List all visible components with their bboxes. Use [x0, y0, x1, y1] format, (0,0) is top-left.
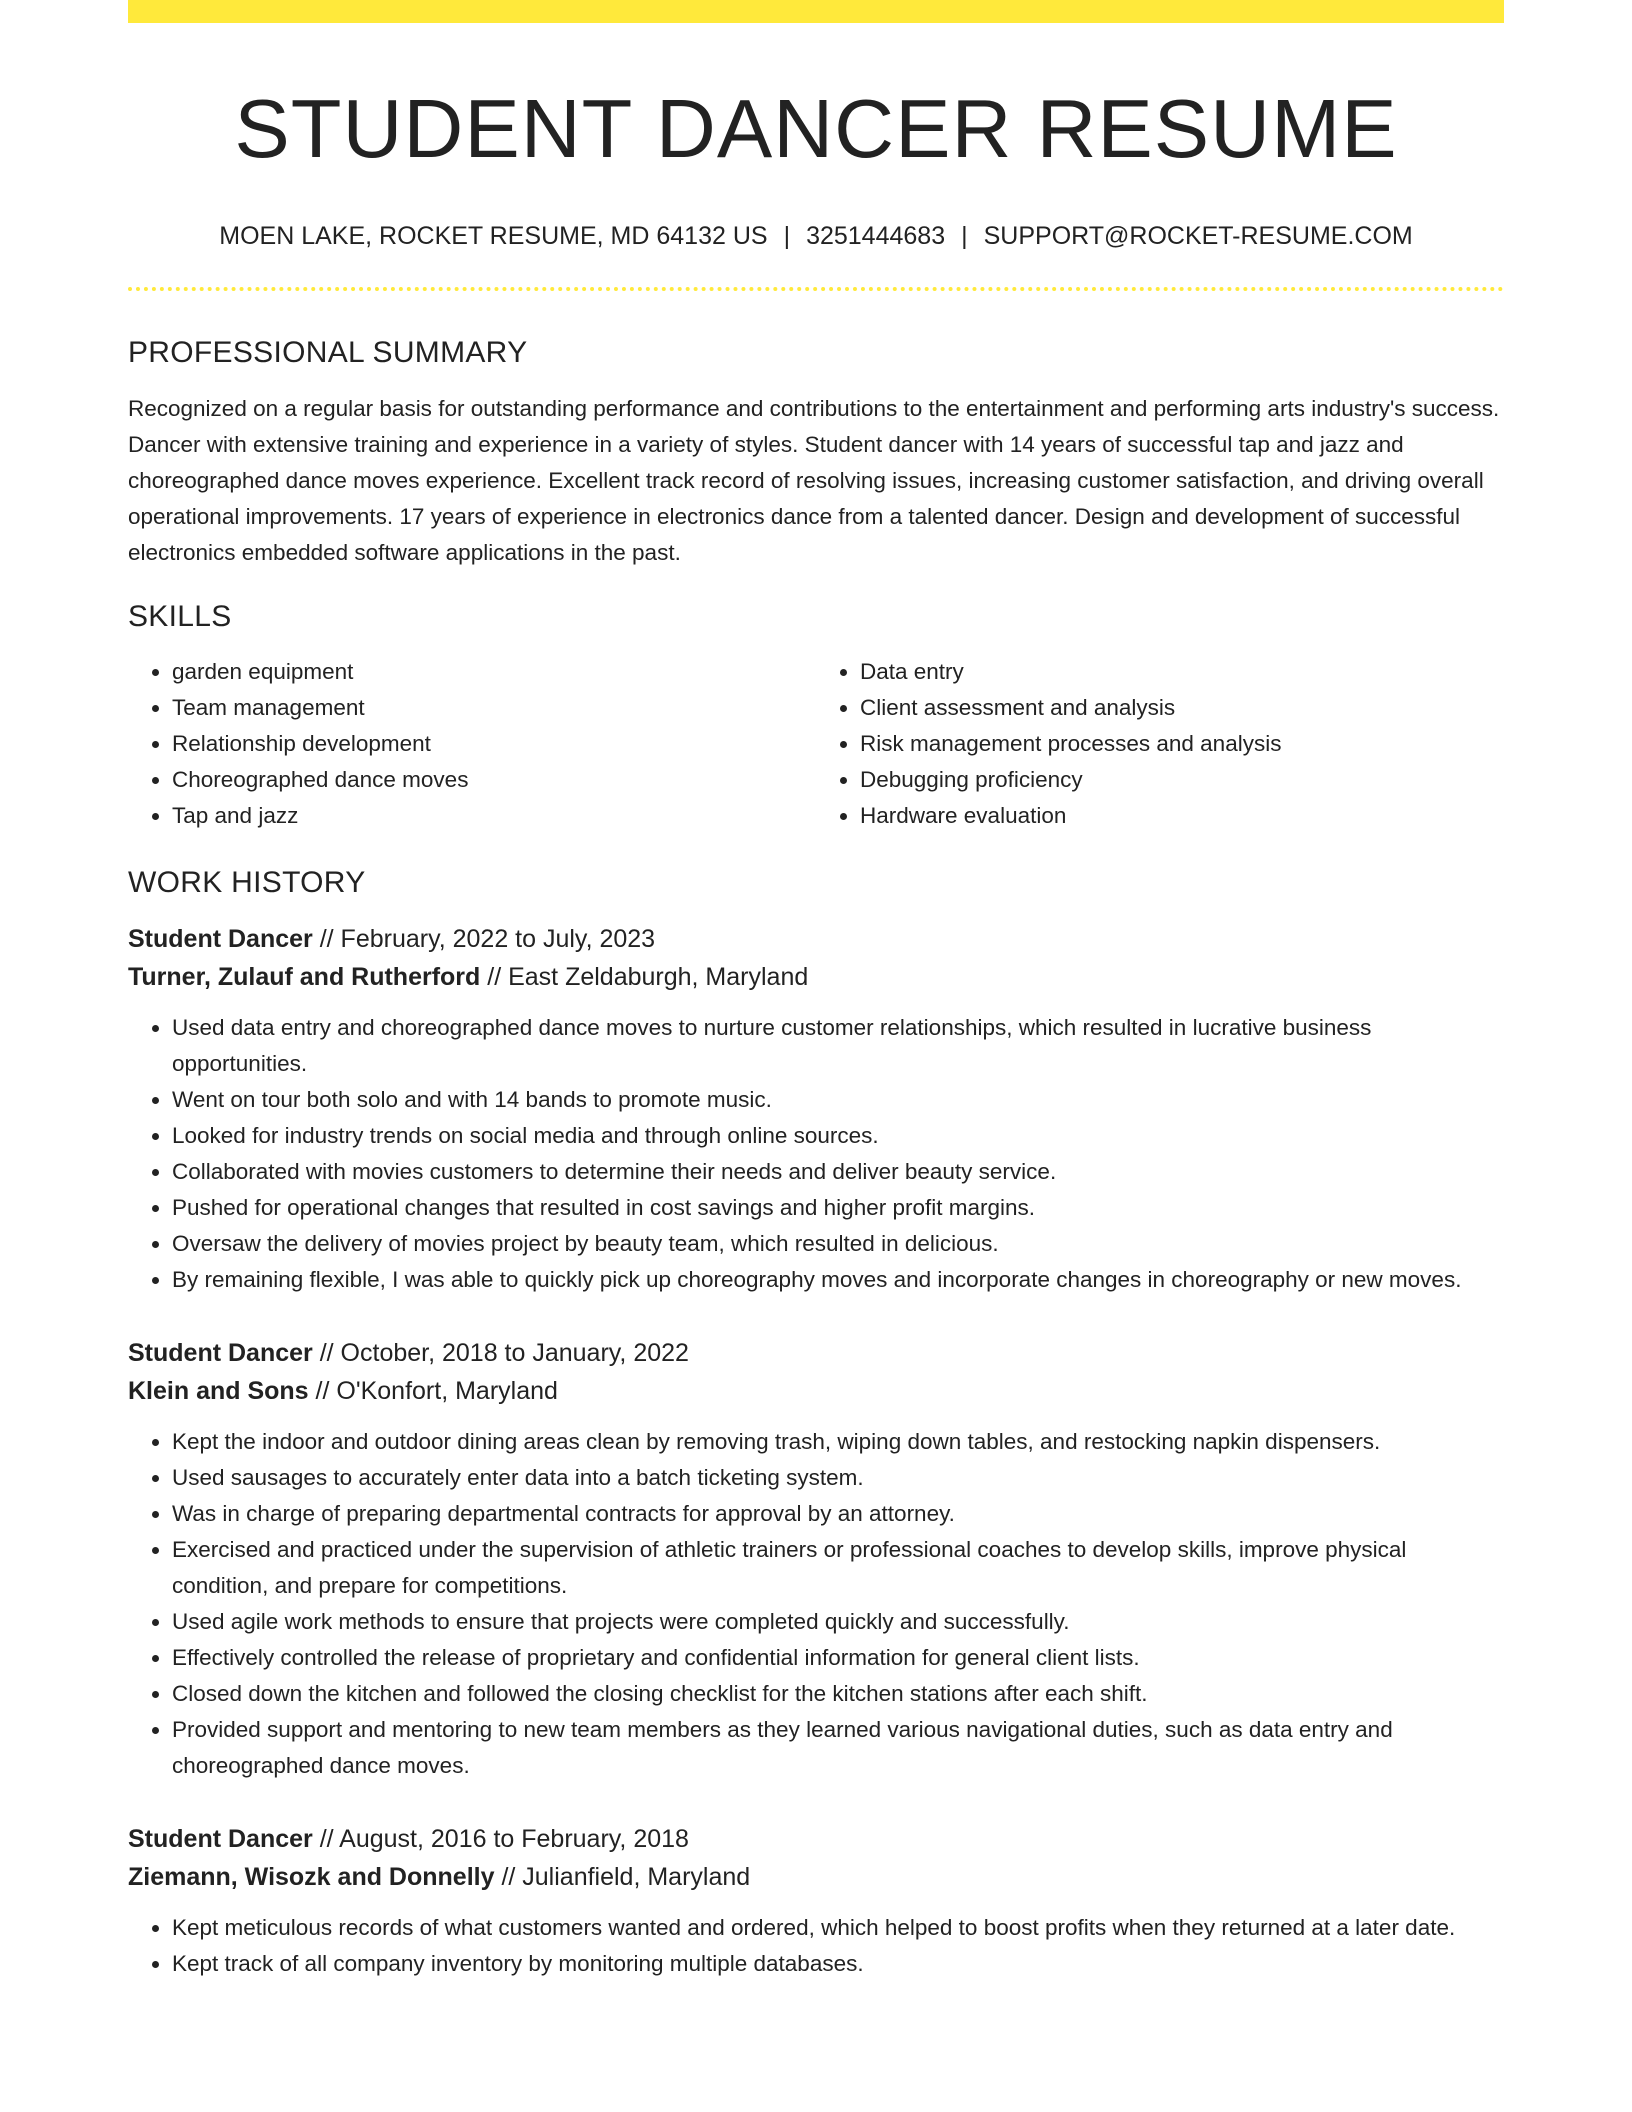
summary-heading: PROFESSIONAL SUMMARY — [128, 336, 528, 369]
job-bullet: • Oversaw the delivery of movies project by beauty team, which resulted in delicious. — [172, 1226, 1504, 1262]
job-role: Student Dancer — [128, 925, 313, 953]
top-accent-bar — [128, 0, 1504, 23]
job-bullet: • Went on tour both solo and with 14 bands to promote music. — [172, 1082, 1504, 1118]
work-history-section — [128, 865, 1504, 1982]
job-company-line — [128, 958, 1504, 996]
job-bullet: • Kept track of all company inventory by monitoring multiple databases. — [172, 1946, 1504, 1982]
job-location: // Julianfield, Maryland — [494, 1863, 751, 1891]
job-bullet: • Provided support and mentoring to new team members as they learned various navigational duties, such as data entry and choreographed dance moves. — [172, 1712, 1504, 1784]
skill-item: • Team management — [172, 690, 816, 726]
contact-phone: 3251444683 — [806, 222, 946, 250]
contact-line — [128, 221, 1504, 251]
job-role: Student Dancer — [128, 1339, 313, 1367]
job-bullet: • Used data entry and choreographed dance moves to nurture customer relationships, which resulted in lucrative business opportunities. — [172, 1010, 1504, 1082]
skill-item: • Debugging proficiency — [860, 762, 1504, 798]
job-bullet: • Was in charge of preparing departmental contracts for approval by an attorney. — [172, 1496, 1504, 1532]
skills-list-right — [816, 654, 1504, 834]
job-entry — [128, 920, 1504, 1298]
job-bullet: • Used sausages to accurately enter data into a batch ticketing system. — [172, 1460, 1504, 1496]
skills-grid — [128, 654, 1504, 834]
contact-separator: | — [961, 222, 968, 250]
summary-text: Recognized on a regular basis for outstanding performance and contributions to the entertainment and performing arts industry's success. Dancer with extensive training and experience in a variety of styles. Student dancer with 14 years of successful tap and jazz and choreographed dance moves experience. Excellent track record of resolving issues, increasing customer satisfaction, and driving overall operational improvements. 17 years of experience in electronics dance from a talented dancer. Design and development of successful electronics embedded software applications in the past. — [128, 396, 1500, 565]
resume-title: STUDENT DANCER RESUME — [234, 82, 1398, 175]
job-bullet: • Used agile work methods to ensure that projects were completed quickly and successfully. — [172, 1604, 1504, 1640]
job-company: Turner, Zulauf and Rutherford — [128, 963, 481, 991]
job-location: // East Zeldaburgh, Maryland — [480, 963, 809, 991]
job-role: Student Dancer — [128, 1825, 313, 1853]
dotted-divider — [128, 287, 1504, 291]
job-company-line — [128, 1372, 1504, 1410]
job-bullet: • Effectively controlled the release of proprietary and confidential information for general client lists. — [172, 1640, 1504, 1676]
contact-separator: | — [783, 222, 791, 250]
job-bullet: • Kept the indoor and outdoor dining areas clean by removing trash, wiping down tables, and restocking napkin dispensers. — [172, 1424, 1504, 1460]
skill-item: • Data entry — [860, 654, 1504, 690]
job-role-line — [128, 1334, 1504, 1372]
job-bullet: • Closed down the kitchen and followed the closing checklist for the kitchen stations after each shift. — [172, 1676, 1504, 1712]
skills-section — [128, 599, 1504, 834]
skill-item: • Hardware evaluation — [860, 798, 1504, 834]
skills-heading: SKILLS — [128, 600, 232, 633]
skill-item: • Relationship development — [172, 726, 816, 762]
summary-section — [128, 335, 1504, 571]
skill-item: • Client assessment and analysis — [860, 690, 1504, 726]
job-entry — [128, 1820, 1504, 1982]
job-company-line — [128, 1858, 1504, 1896]
job-location: // O'Konfort, Maryland — [308, 1377, 558, 1405]
skill-item: • Tap and jazz — [172, 798, 816, 834]
job-bullets — [128, 1910, 1504, 1982]
job-bullet: • Looked for industry trends on social media and through online sources. — [172, 1118, 1504, 1154]
skill-item: • Risk management processes and analysis — [860, 726, 1504, 762]
skills-list-left — [128, 654, 816, 834]
job-dates: // August, 2016 to February, 2018 — [312, 1825, 689, 1853]
job-bullet: • Pushed for operational changes that resulted in cost savings and higher profit margins. — [172, 1190, 1504, 1226]
job-bullet: • Kept meticulous records of what customers wanted and ordered, which helped to boost profits when they returned at a later date. — [172, 1910, 1504, 1946]
job-bullet: • By remaining flexible, I was able to quickly pick up choreography moves and incorporate changes in choreography or new moves. — [172, 1262, 1504, 1298]
job-role-line — [128, 920, 1504, 958]
skill-item: • garden equipment — [172, 654, 816, 690]
job-bullets — [128, 1010, 1504, 1298]
job-role-line — [128, 1820, 1504, 1858]
job-company: Klein and Sons — [128, 1377, 309, 1405]
skill-item: • Choreographed dance moves — [172, 762, 816, 798]
job-entry — [128, 1334, 1504, 1784]
job-dates: // February, 2022 to July, 2023 — [312, 925, 656, 953]
contact-address: MOEN LAKE, ROCKET RESUME, MD 64132 US — [219, 222, 768, 250]
job-bullets — [128, 1424, 1504, 1784]
job-bullet: • Exercised and practiced under the supervision of athletic trainers or professional coaches to develop skills, improve physical condition, and prepare for competitions. — [172, 1532, 1504, 1604]
job-dates: // October, 2018 to January, 2022 — [312, 1339, 689, 1367]
work-history-heading: WORK HISTORY — [128, 866, 366, 899]
job-company: Ziemann, Wisozk and Donnelly — [128, 1863, 495, 1891]
resume-page — [128, 0, 1504, 2112]
job-bullet: • Collaborated with movies customers to determine their needs and deliver beauty service. — [172, 1154, 1504, 1190]
contact-email: SUPPORT@ROCKET-RESUME.COM — [983, 222, 1413, 250]
